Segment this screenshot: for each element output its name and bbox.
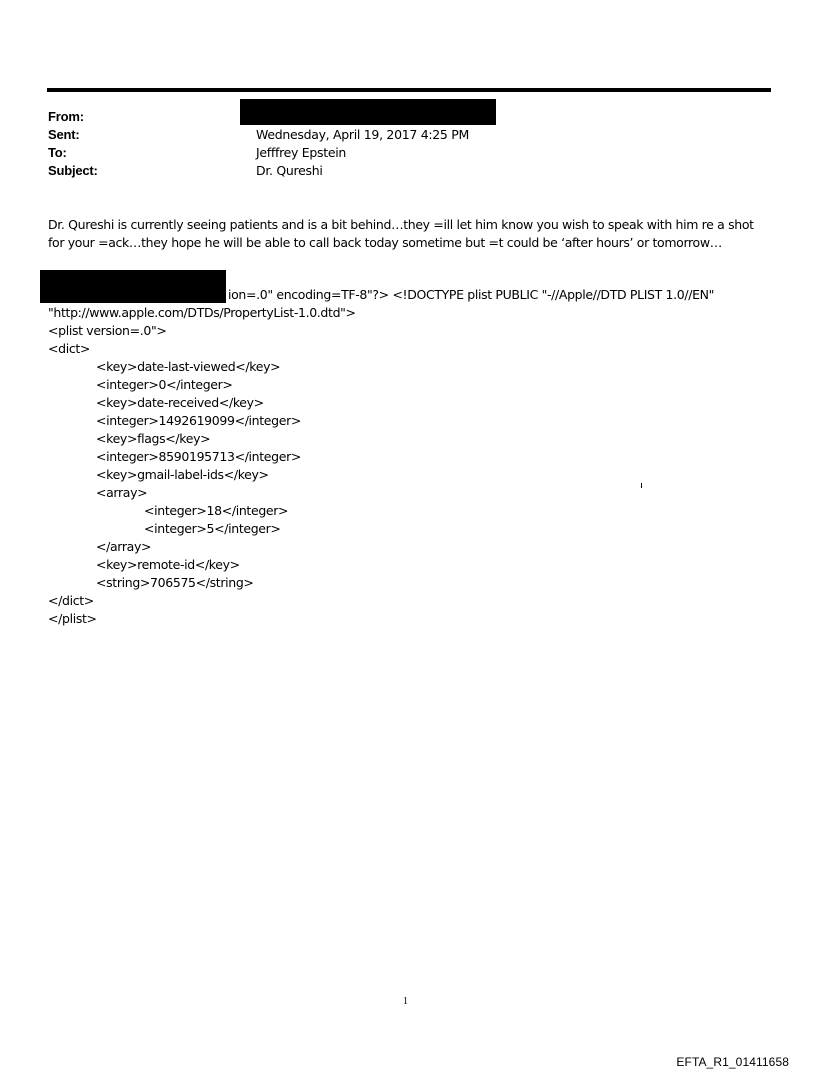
page-number: 1 [403, 996, 408, 1007]
plist-line [48, 574, 714, 592]
subject-label: Subject: [48, 163, 98, 178]
plist-line-text: <key>date-last-viewed</key> [96, 359, 281, 374]
plist-line [48, 340, 714, 358]
document-id: EFTA_R1_01411658 [676, 1055, 789, 1069]
plist-line-text: <key>date-received</key> [96, 395, 264, 410]
plist-line [48, 610, 714, 628]
plist-line-text: <integer>1492619099</integer> [96, 413, 301, 428]
plist-block [48, 286, 714, 628]
plist-line-text: </plist> [48, 611, 97, 626]
plist-line-text: ion=.0" encoding=TF-8"?> <!DOCTYPE plist PUBLIC "-//Apple//DTD PLIST 1.0//EN" [228, 287, 715, 302]
from-label: From: [48, 109, 84, 124]
plist-line-text: </dict> [48, 593, 94, 608]
plist-line [48, 322, 714, 340]
plist-line [48, 394, 714, 412]
plist-line [48, 484, 714, 502]
plist-line [48, 430, 714, 448]
plist-line-text: <integer>5</integer> [144, 521, 281, 536]
plist-line-text: <integer>8590195713</integer> [96, 449, 301, 464]
plist-line-text: <array> [96, 485, 148, 500]
message-line-2: for your =ack…they hope he will be able to call back today sometime but =t could be ‘after hours’ or tomorrow… [48, 235, 722, 250]
subject-value: Dr. Qureshi [256, 163, 323, 178]
to-value: Jefffrey Epstein [256, 145, 347, 160]
plist-line [48, 448, 714, 466]
plist-line-text: <integer>18</integer> [144, 503, 289, 518]
plist-line [48, 376, 714, 394]
from-redaction [240, 99, 496, 125]
plist-line [48, 466, 714, 484]
plist-line [48, 412, 714, 430]
plist-line-text: </array> [96, 539, 152, 554]
plist-line-text: <integer>0</integer> [96, 377, 233, 392]
plist-line [48, 502, 714, 520]
plist-line [48, 556, 714, 574]
to-label: To: [48, 145, 67, 160]
plist-line-text: <dict> [48, 341, 91, 356]
plist-line-text: <plist version=.0"> [48, 323, 167, 338]
plist-line-text: "http://www.apple.com/DTDs/PropertyList-1.0.dtd"> [48, 305, 356, 320]
message-body [48, 216, 768, 252]
plist-line-text: <key>gmail-label-ids</key> [96, 467, 269, 482]
plist-line [48, 592, 714, 610]
header-rule [47, 88, 771, 92]
plist-line-text: <string>706575</string> [96, 575, 254, 590]
sent-value: Wednesday, April 19, 2017 4:25 PM [256, 127, 469, 142]
plist-line [48, 304, 714, 322]
plist-line [48, 538, 714, 556]
stray-mark [641, 483, 642, 488]
plist-line-text: <key>flags</key> [96, 431, 211, 446]
plist-line [48, 358, 714, 376]
message-line-1: Dr. Qureshi is currently seeing patients and is a bit behind…they =ill let him know you wish to speak with him re a shot [48, 217, 754, 232]
plist-line-text: <key>remote-id</key> [96, 557, 240, 572]
sent-label: Sent: [48, 127, 80, 142]
plist-line [48, 286, 714, 304]
plist-line [48, 520, 714, 538]
